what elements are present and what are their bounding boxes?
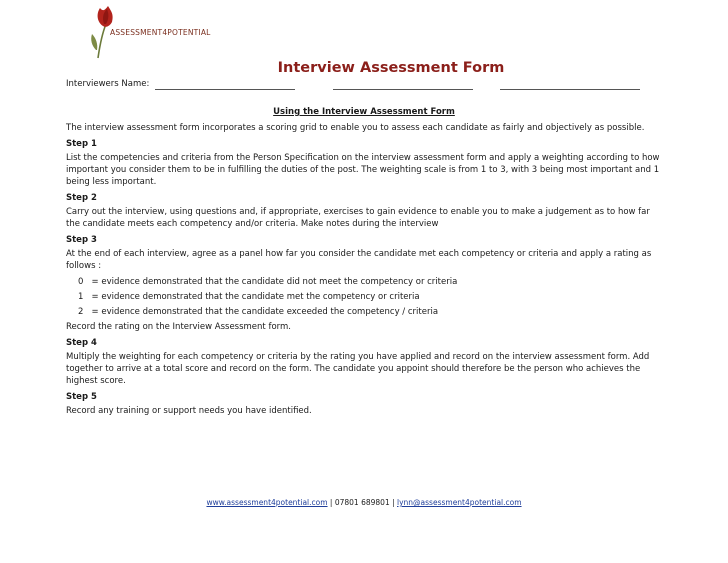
step-5-text: Record any training or support needs you have identified. bbox=[66, 406, 312, 416]
record-rating-text: Record the rating on the Interview Assessment form. bbox=[66, 322, 291, 332]
phone-text: | 07801 689801 | bbox=[327, 498, 398, 507]
website-link[interactable]: www.assessment4potential.com bbox=[206, 498, 328, 507]
step-3-label: Step 3 bbox=[66, 235, 97, 245]
step-4-label: Step 4 bbox=[66, 338, 97, 348]
page-title: Interview Assessment Form bbox=[277, 60, 505, 76]
interviewer-name-line-1[interactable] bbox=[155, 89, 295, 90]
step-4-text: Multiply the weighting for each competency or criteria by the rating you have applied and record on the interview assessment form. Add together to arrive at a total score and record on the form. The candidate you appoint should therefore be the person who achieves the highest score. bbox=[66, 352, 650, 386]
logo-text: ASSESSMENT4POTENTIAL bbox=[110, 28, 211, 37]
step-1-text: List the competencies and criteria from the Person Specification on the interview assessment form and apply a weighting according to how important you consider them to be in fulfilling the duties of the post. The weighting scale is from 1 to 3, with 3 being most important and 1 being less important. bbox=[66, 153, 660, 187]
rating-2: 2 = evidence demonstrated that the candidate exceeded the competency / criteria bbox=[78, 307, 439, 317]
company-logo bbox=[82, 4, 211, 62]
step-2-text: Carry out the interview, using questions and, if appropriate, exercises to gain evidence to enable you to make a judgement as to how far the candidate meets each competency and/or criteria. Make notes during the interview bbox=[66, 207, 650, 229]
rating-0: 0 = evidence demonstrated that the candidate did not meet the competency or criteria bbox=[78, 277, 458, 287]
email-link[interactable]: lynn@assessment4potential.com bbox=[397, 498, 522, 507]
intro-paragraph: The interview assessment form incorporates a scoring grid to enable you to assess each candidate as fairly and objectively as possible. bbox=[66, 123, 645, 133]
section-heading: Using the Interview Assessment Form bbox=[273, 107, 455, 117]
interviewer-name-line-2[interactable] bbox=[333, 89, 473, 90]
interviewers-label: Interviewers Name: bbox=[66, 79, 150, 89]
rating-1: 1 = evidence demonstrated that the candidate met the competency or criteria bbox=[78, 292, 420, 302]
interviewer-name-line-3[interactable] bbox=[500, 89, 640, 90]
step-2-label: Step 2 bbox=[66, 193, 97, 203]
step-5-label: Step 5 bbox=[66, 392, 97, 402]
step-1-label: Step 1 bbox=[66, 139, 97, 149]
instructions-body bbox=[66, 122, 666, 421]
step-3-text: At the end of each interview, agree as a panel how far you consider the candidate met each competency or criteria and apply a rating as follows : bbox=[66, 249, 652, 271]
page-footer bbox=[0, 498, 728, 507]
